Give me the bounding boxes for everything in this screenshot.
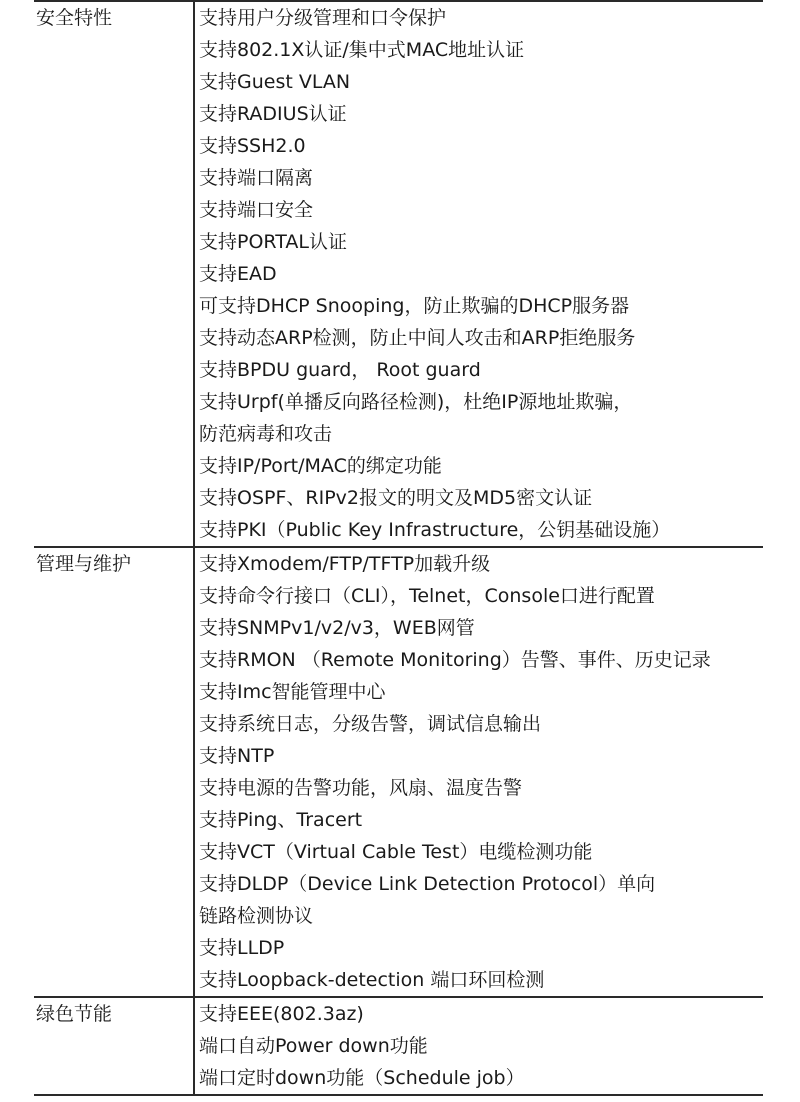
category-cell — [34, 997, 194, 1095]
feature-list — [195, 2, 763, 546]
feature-item: 支持SSH2.0 — [199, 135, 306, 157]
feature-item: 防范病毒和攻击 — [199, 423, 333, 445]
feature-item: 支持DLDP（Device Link Detection Protocol）单向 — [199, 873, 656, 895]
feature-item: 支持NTP — [199, 745, 275, 767]
feature-item: 支持动态ARP检测，防止中间人攻击和ARP拒绝服务 — [199, 327, 636, 349]
section-security — [34, 1, 763, 547]
feature-item: 可支持DHCP Snooping，防止欺骗的DHCP服务器 — [199, 295, 630, 317]
category-label: 绿色节能 — [36, 1003, 113, 1025]
feature-item: 端口自动Power down功能 — [199, 1035, 428, 1057]
feature-item: 支持Guest VLAN — [199, 71, 351, 93]
feature-item: 链路检测协议 — [199, 905, 314, 927]
feature-item: 支持VCT（Virtual Cable Test）电缆检测功能 — [199, 841, 593, 863]
spec-table — [34, 0, 763, 1096]
feature-item: 支持RADIUS认证 — [199, 103, 347, 125]
feature-cell — [194, 1, 763, 547]
feature-item: 支持LLDP — [199, 937, 285, 959]
feature-item: 支持系统日志，分级告警，调试信息输出 — [199, 713, 542, 735]
category-label: 安全特性 — [36, 7, 113, 29]
feature-item: 支持IP/Port/MAC的绑定功能 — [199, 455, 442, 477]
feature-item: 支持OSPF、RIPv2报文的明文及MD5密文认证 — [199, 487, 593, 509]
feature-item: 支持命令行接口（CLI），Telnet，Console口进行配置 — [199, 585, 655, 607]
feature-item: 支持端口隔离 — [199, 167, 314, 189]
feature-item: 支持SNMPv1/v2/v3，WEB网管 — [199, 617, 475, 639]
feature-item: 支持电源的告警功能，风扇、温度告警 — [199, 777, 523, 799]
category-label: 管理与维护 — [36, 553, 132, 575]
category-cell — [34, 547, 194, 997]
section-management — [34, 547, 763, 997]
feature-cell — [194, 547, 763, 997]
feature-item: 支持Ping、Tracert — [199, 809, 363, 831]
feature-item: 支持端口安全 — [199, 199, 314, 221]
category-cell — [34, 1, 194, 547]
feature-item: 支持用户分级管理和口令保护 — [199, 7, 447, 29]
feature-item: 支持Urpf(单播反向路径检测)，杜绝IP源地址欺骗， — [199, 391, 633, 413]
feature-item: 支持Xmodem/FTP/TFTP加载升级 — [199, 553, 491, 575]
feature-list — [195, 998, 763, 1094]
feature-item: 支持EAD — [199, 263, 277, 285]
feature-item: 支持802.1X认证/集中式MAC地址认证 — [199, 39, 525, 61]
feature-item: 支持Imc智能管理中心 — [199, 681, 386, 703]
feature-item: 支持Loopback-detection 端口环回检测 — [199, 969, 545, 991]
feature-cell — [194, 997, 763, 1095]
feature-item: 支持PKI（Public Key Infrastructure，公钥基础设施） — [199, 519, 671, 541]
section-energy-saving — [34, 997, 763, 1095]
feature-item: 端口定时down功能（Schedule job） — [199, 1067, 525, 1089]
feature-item: 支持PORTAL认证 — [199, 231, 347, 253]
feature-item: 支持BPDU guard， Root guard — [199, 359, 481, 381]
feature-list — [195, 548, 763, 996]
feature-item: 支持RMON （Remote Monitoring）告警、事件、历史记录 — [199, 649, 711, 671]
feature-item: 支持EEE(802.3az) — [199, 1003, 364, 1025]
